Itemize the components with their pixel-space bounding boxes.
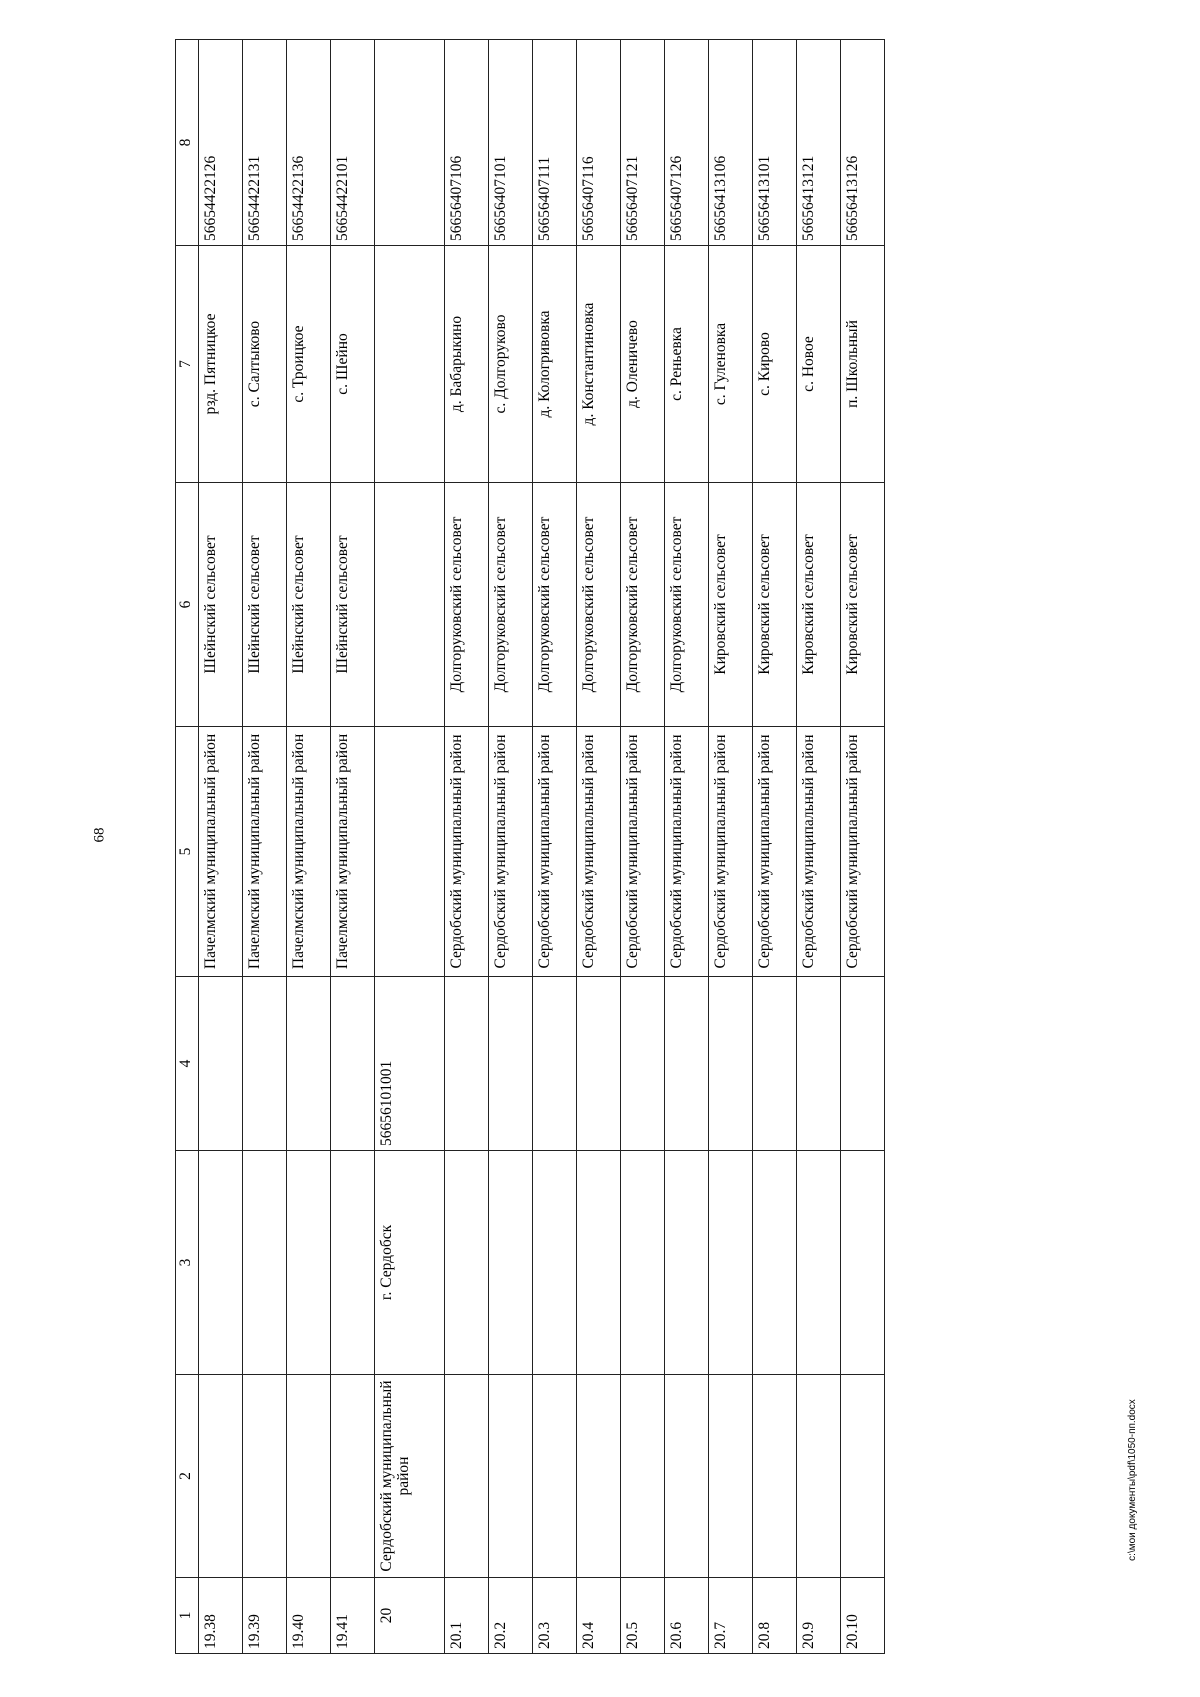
district-cell bbox=[797, 1375, 841, 1578]
rural-council-cell: Кировский сельсовет bbox=[797, 483, 841, 727]
row-number-cell: 20.4 bbox=[577, 1578, 621, 1654]
table-row bbox=[287, 40, 331, 1654]
settlement-code-cell: 56654422126 bbox=[199, 40, 243, 246]
district-cell bbox=[665, 1375, 709, 1578]
city-code-cell bbox=[797, 977, 841, 1151]
city-cell bbox=[841, 1151, 885, 1375]
settlement-cell: с. Троицкое bbox=[287, 246, 331, 483]
settlement-code-cell: 56656407116 bbox=[577, 40, 621, 246]
header-cell: 2 bbox=[176, 1375, 199, 1578]
city-code-cell bbox=[243, 977, 287, 1151]
settlement-code-cell: 56656407126 bbox=[665, 40, 709, 246]
row-number-cell: 20.3 bbox=[533, 1578, 577, 1654]
settlement-cell: д. Оленичево bbox=[621, 246, 665, 483]
municipal-district-cell: Сердобский муниципальный район bbox=[797, 727, 841, 977]
table-row bbox=[533, 40, 577, 1654]
settlement-code-cell: 56654422101 bbox=[331, 40, 375, 246]
city-code-cell bbox=[287, 977, 331, 1151]
city-code-cell: 56656101001 bbox=[375, 977, 445, 1151]
district-cell bbox=[243, 1375, 287, 1578]
municipal-district-cell: Сердобский муниципальный район bbox=[665, 727, 709, 977]
settlement-cell: с. Шейно bbox=[331, 246, 375, 483]
district-cell bbox=[709, 1375, 753, 1578]
district-cell bbox=[445, 1375, 489, 1578]
municipal-district-cell bbox=[375, 727, 445, 977]
table-body bbox=[176, 40, 885, 1654]
district-cell bbox=[577, 1375, 621, 1578]
municipal-district-cell: Сердобский муниципальный район bbox=[533, 727, 577, 977]
city-cell bbox=[797, 1151, 841, 1375]
district-cell bbox=[489, 1375, 533, 1578]
table-row bbox=[331, 40, 375, 1654]
district-cell bbox=[841, 1375, 885, 1578]
rotated-table-wrapper bbox=[175, 40, 1047, 1654]
settlement-cell: с. Гуленовка bbox=[709, 246, 753, 483]
row-number-cell: 20.9 bbox=[797, 1578, 841, 1654]
city-code-cell bbox=[331, 977, 375, 1151]
settlement-cell: с. Кирово bbox=[753, 246, 797, 483]
header-cell: 8 bbox=[176, 40, 199, 246]
table-row bbox=[199, 40, 243, 1654]
table-row bbox=[665, 40, 709, 1654]
city-cell bbox=[665, 1151, 709, 1375]
city-code-cell bbox=[621, 977, 665, 1151]
settlements-table bbox=[175, 39, 885, 1654]
municipal-district-cell: Сердобский муниципальный район bbox=[753, 727, 797, 977]
settlement-cell: д. Кологривовка bbox=[533, 246, 577, 483]
municipal-district-cell: Сердобский муниципальный район bbox=[489, 727, 533, 977]
city-code-cell bbox=[841, 977, 885, 1151]
city-code-cell bbox=[489, 977, 533, 1151]
table-row bbox=[375, 40, 445, 1654]
row-number-cell: 20.10 bbox=[841, 1578, 885, 1654]
municipal-district-cell: Сердобский муниципальный район bbox=[445, 727, 489, 977]
city-cell bbox=[243, 1151, 287, 1375]
municipal-district-cell: Пачелмский муниципальный район bbox=[287, 727, 331, 977]
row-number-cell: 20.1 bbox=[445, 1578, 489, 1654]
table-row bbox=[797, 40, 841, 1654]
municipal-district-cell: Сердобский муниципальный район bbox=[621, 727, 665, 977]
city-cell bbox=[577, 1151, 621, 1375]
row-number-cell: 19.40 bbox=[287, 1578, 331, 1654]
settlement-code-cell: 56654422131 bbox=[243, 40, 287, 246]
settlement-code-cell: 56656407106 bbox=[445, 40, 489, 246]
municipal-district-cell: Пачелмский муниципальный район bbox=[331, 727, 375, 977]
rural-council-cell: Кировский сельсовет bbox=[841, 483, 885, 727]
city-code-cell bbox=[709, 977, 753, 1151]
settlement-cell: с. Салтыково bbox=[243, 246, 287, 483]
table-row bbox=[577, 40, 621, 1654]
row-number-cell: 20.7 bbox=[709, 1578, 753, 1654]
header-cell: 4 bbox=[176, 977, 199, 1151]
rural-council-cell bbox=[375, 483, 445, 727]
rural-council-cell: Долгоруковский сельсовет bbox=[621, 483, 665, 727]
row-number-cell: 20.8 bbox=[753, 1578, 797, 1654]
header-cell: 1 bbox=[176, 1578, 199, 1654]
table-row bbox=[621, 40, 665, 1654]
settlement-cell: д. Бабарыкино bbox=[445, 246, 489, 483]
table-row bbox=[709, 40, 753, 1654]
municipal-district-cell: Сердобский муниципальный район bbox=[709, 727, 753, 977]
district-cell bbox=[621, 1375, 665, 1578]
settlement-cell: с. Реньевка bbox=[665, 246, 709, 483]
settlement-code-cell: 56656413126 bbox=[841, 40, 885, 246]
rural-council-cell: Шейнский сельсовет bbox=[331, 483, 375, 727]
row-number-cell: 20.5 bbox=[621, 1578, 665, 1654]
settlement-code-cell: 56656413106 bbox=[709, 40, 753, 246]
rural-council-cell: Долгоруковский сельсовет bbox=[665, 483, 709, 727]
footer-file-path-text: c:\мои документы\pdf\1050-пп.docx bbox=[1127, 1399, 1138, 1561]
district-cell: Сердобский муниципальный район bbox=[375, 1375, 445, 1578]
table-row bbox=[753, 40, 797, 1654]
settlement-cell: с. Долгоруково bbox=[489, 246, 533, 483]
header-cell: 3 bbox=[176, 1151, 199, 1375]
rural-council-cell: Долгоруковский сельсовет bbox=[577, 483, 621, 727]
table-row bbox=[489, 40, 533, 1654]
row-number-cell: 20.6 bbox=[665, 1578, 709, 1654]
city-cell bbox=[287, 1151, 331, 1375]
city-cell: г. Сердобск bbox=[375, 1151, 445, 1375]
settlement-code-cell: 56656413101 bbox=[753, 40, 797, 246]
rural-council-cell: Шейнский сельсовет bbox=[199, 483, 243, 727]
settlement-code-cell: 56656413121 bbox=[797, 40, 841, 246]
municipal-district-cell: Пачелмский муниципальный район bbox=[199, 727, 243, 977]
district-cell bbox=[287, 1375, 331, 1578]
settlement-cell: рзд. Пятницкое bbox=[199, 246, 243, 483]
row-number-cell: 19.39 bbox=[243, 1578, 287, 1654]
settlement-cell: п. Школьный bbox=[841, 246, 885, 483]
table-header-row bbox=[176, 40, 199, 1654]
header-cell: 5 bbox=[176, 727, 199, 977]
page-number-text: 68 bbox=[91, 827, 108, 843]
rural-council-cell: Шейнский сельсовет bbox=[243, 483, 287, 727]
table-row bbox=[841, 40, 885, 1654]
table-row bbox=[243, 40, 287, 1654]
settlement-code-cell: 56656407101 bbox=[489, 40, 533, 246]
rural-council-cell: Долгоруковский сельсовет bbox=[445, 483, 489, 727]
city-cell bbox=[199, 1151, 243, 1375]
row-number-cell: 20 bbox=[375, 1578, 445, 1654]
municipal-district-cell: Сердобский муниципальный район bbox=[577, 727, 621, 977]
city-cell bbox=[533, 1151, 577, 1375]
city-cell bbox=[331, 1151, 375, 1375]
district-cell bbox=[199, 1375, 243, 1578]
city-cell bbox=[489, 1151, 533, 1375]
settlement-code-cell: 56654422136 bbox=[287, 40, 331, 246]
settlement-cell: с. Новое bbox=[797, 246, 841, 483]
city-code-cell bbox=[199, 977, 243, 1151]
city-cell bbox=[621, 1151, 665, 1375]
city-code-cell bbox=[445, 977, 489, 1151]
settlement-code-cell: 56656407111 bbox=[533, 40, 577, 246]
city-cell bbox=[753, 1151, 797, 1375]
table-row bbox=[445, 40, 489, 1654]
header-cell: 7 bbox=[176, 246, 199, 483]
rural-council-cell: Долгоруковский сельсовет bbox=[489, 483, 533, 727]
header-cell: 6 bbox=[176, 483, 199, 727]
settlement-cell bbox=[375, 246, 445, 483]
row-number-cell: 20.2 bbox=[489, 1578, 533, 1654]
row-number-cell: 19.38 bbox=[199, 1578, 243, 1654]
city-cell bbox=[445, 1151, 489, 1375]
settlement-cell: д. Константиновка bbox=[577, 246, 621, 483]
municipal-district-cell: Пачелмский муниципальный район bbox=[243, 727, 287, 977]
district-cell bbox=[753, 1375, 797, 1578]
settlement-code-cell bbox=[375, 40, 445, 246]
rural-council-cell: Кировский сельсовет bbox=[709, 483, 753, 727]
settlement-code-cell: 56656407121 bbox=[621, 40, 665, 246]
district-cell bbox=[331, 1375, 375, 1578]
rural-council-cell: Шейнский сельсовет bbox=[287, 483, 331, 727]
city-code-cell bbox=[533, 977, 577, 1151]
row-number-cell: 19.41 bbox=[331, 1578, 375, 1654]
district-cell bbox=[533, 1375, 577, 1578]
municipal-district-cell: Сердобский муниципальный район bbox=[841, 727, 885, 977]
rural-council-cell: Кировский сельсовет bbox=[753, 483, 797, 727]
city-code-cell bbox=[577, 977, 621, 1151]
city-code-cell bbox=[665, 977, 709, 1151]
city-cell bbox=[709, 1151, 753, 1375]
rural-council-cell: Долгоруковский сельсовет bbox=[533, 483, 577, 727]
city-code-cell bbox=[753, 977, 797, 1151]
